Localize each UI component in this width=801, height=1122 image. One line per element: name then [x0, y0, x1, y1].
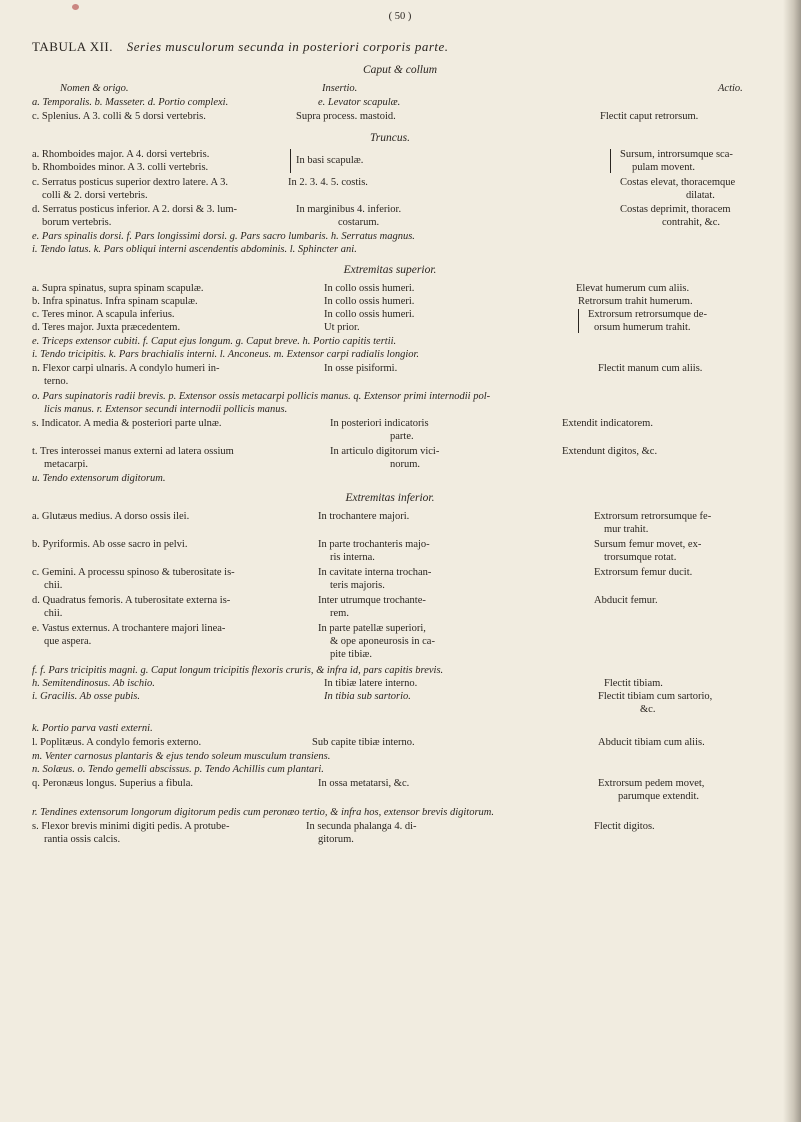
- ext-inf-s-insertio-1: In secunda phalanga 4. di-: [306, 821, 417, 832]
- ext-inf-a-insertio: In trochantere majori.: [318, 511, 410, 522]
- ext-sup-b-actio: Retrorsum trahit humerum.: [578, 296, 693, 307]
- ext-sup-n-actio: Flectit manum cum aliis.: [598, 363, 703, 374]
- truncus-d-1: d. Serratus posticus inferior. A 2. dorsi & 3. lum-: [32, 204, 238, 215]
- ext-inf-b: b. Pyriformis. Ab osse sacro in pelvi.: [32, 539, 188, 550]
- ext-inf-d-2: chii.: [44, 608, 63, 619]
- ext-inf-h-actio: Flectit tibiam.: [604, 678, 663, 689]
- ext-inf-s-actio: Flectit digitos.: [594, 821, 655, 832]
- ext-sup-d-insertio: Ut prior.: [324, 322, 360, 333]
- ext-sup-c-insertio: In collo ossis humeri.: [324, 309, 415, 320]
- ext-sup-s-insertio-2: parte.: [390, 431, 414, 442]
- red-stain: [72, 4, 79, 10]
- ext-inf-i-actio-2: &c.: [640, 704, 656, 715]
- ext-inf-e-1: e. Vastus externus. A trochantere majori linea-: [32, 623, 226, 634]
- header-origo: Nomen & origo.: [60, 83, 129, 94]
- ext-inf-a-actio-1: Extrorsum retrorsumque fe-: [594, 511, 712, 522]
- ext-inf-e-2: que aspera.: [44, 636, 92, 647]
- ext-inf-l-actio: Abducit tibiam cum aliis.: [598, 737, 705, 748]
- ext-sup-a-insertio: In collo ossis humeri.: [324, 283, 415, 294]
- ext-sup-t-2: metacarpi.: [44, 459, 89, 470]
- caput-row-1-insertio: e. Levator scapulæ.: [318, 97, 401, 108]
- ext-inf-i: i. Gracilis. Ab osse pubis.: [32, 691, 141, 702]
- ext-sup-t-insertio-1: In articulo digitorum vici-: [330, 446, 440, 457]
- truncus-b: b. Rhomboides minor. A 3. colli vertebris.: [32, 162, 209, 173]
- ext-sup-o-2: licis manus. r. Extensor secundi internodii pollicis manus.: [44, 404, 288, 415]
- ext-sup-c-actio: Extrorsum retrorsumque de-: [588, 309, 707, 320]
- tabula-label: TABULA XII.: [32, 39, 114, 54]
- ext-sup-t-insertio-2: norum.: [390, 459, 421, 470]
- ext-inf-h: h. Semitendinosus. Ab ischio.: [32, 678, 155, 689]
- ext-inf-i-actio-1: Flectit tibiam cum sartorio,: [598, 691, 713, 702]
- ext-inf-i-insertio: In tibia sub sartorio.: [324, 691, 411, 702]
- ext-inf-s-2: rantia ossis calcis.: [44, 834, 121, 845]
- ext-inf-r: r. Tendines extensorum longorum digitorum pedis cum peronæo tertio, & infra hos, extensor brevis digitorum.: [32, 807, 494, 818]
- ext-inf-a-actio-2: mur trahit.: [604, 524, 649, 535]
- ext-inf-header: Extremitas inferior.: [345, 492, 435, 504]
- ext-inf-s-insertio-2: gitorum.: [318, 834, 354, 845]
- bracket-cd: [578, 309, 583, 333]
- page-binding-shadow: [783, 0, 801, 1122]
- ext-inf-m: m. Venter carnosus plantaris & ejus tendo soleum musculum transiens.: [32, 751, 331, 762]
- bracket-left-ab: [286, 149, 291, 173]
- truncus-c-insertio: In 2. 3. 4. 5. costis.: [288, 177, 368, 188]
- ext-sup-e: e. Triceps extensor cubiti. f. Caput ejus longum. g. Caput breve. h. Portio capitis tertii.: [32, 336, 397, 347]
- ext-sup-s-insertio-1: In posteriori indicatoris: [330, 418, 429, 429]
- ext-inf-f: f. f. Pars tricipitis magni. g. Caput longum tricipitis flexoris cruris, & infra id, pars capitis brevis.: [32, 665, 444, 676]
- ext-inf-c-insertio-1: In cavitate interna trochan-: [318, 567, 432, 578]
- table-title: [32, 40, 449, 53]
- ext-sup-n-2: terno.: [44, 376, 69, 387]
- ext-sup-d-actio: orsum humerum trahit.: [594, 322, 691, 333]
- truncus-ab-actio-1: Sursum, introrsumque sca-: [620, 149, 733, 160]
- ext-inf-n: n. Solæus. o. Tendo gemelli abscissus. p. Tendo Achillis cum plantari.: [32, 764, 324, 775]
- caput-row-1: a. Temporalis. b. Masseter. d. Portio complexi.: [32, 97, 229, 108]
- ext-sup-s-actio: Extendit indicatorem.: [562, 418, 653, 429]
- ext-inf-e-insertio-2: & ope aponeurosis in ca-: [330, 636, 435, 647]
- ext-inf-h-insertio: In tibiæ latere interno.: [324, 678, 418, 689]
- ext-sup-t-1: t. Tres interossei manus externi ad latera ossium: [32, 446, 234, 457]
- ext-sup-a: a. Supra spinatus, supra spinam scapulæ.: [32, 283, 204, 294]
- truncus-c-2: colli & 2. dorsi vertebris.: [42, 190, 148, 201]
- ext-sup-b-insertio: In collo ossis humeri.: [324, 296, 415, 307]
- truncus-d-actio-2: contrahit, &c.: [662, 217, 721, 228]
- ext-inf-c-1: c. Gemini. A processu spinoso & tuberositate is-: [32, 567, 235, 578]
- truncus-c-actio-2: dilatat.: [686, 190, 715, 201]
- ext-inf-d-1: d. Quadratus femoris. A tuberositate externa is-: [32, 595, 231, 606]
- truncus-ab-actio-2: pulam movent.: [632, 162, 695, 173]
- truncus-d-insertio-2: costarum.: [338, 217, 380, 228]
- ext-inf-b-insertio-2: ris interna.: [330, 552, 375, 563]
- truncus-ab-insertio: In basi scapulæ.: [296, 155, 364, 166]
- ext-inf-q-insertio: In ossa metatarsi, &c.: [318, 778, 410, 789]
- ext-sup-i: i. Tendo tricipitis. k. Pars brachialis interni. l. Anconeus. m. Extensor carpi radialis longior.: [32, 349, 420, 360]
- ext-inf-e-insertio-3: pite tibiæ.: [330, 649, 372, 660]
- page-number: ( 50 ): [388, 11, 412, 22]
- header-actio: Actio.: [718, 83, 743, 94]
- ext-sup-n-1: n. Flexor carpi ulnaris. A condylo humeri in-: [32, 363, 220, 374]
- ext-inf-b-actio-1: Sursum femur movet, ex-: [594, 539, 702, 550]
- ext-inf-l-insertio: Sub capite tibiæ interno.: [312, 737, 415, 748]
- ext-sup-b: b. Infra spinatus. Infra spinam scapulæ.: [32, 296, 198, 307]
- header-insertio: Insertio.: [322, 83, 358, 94]
- truncus-c-actio-1: Costas elevat, thoracemque: [620, 177, 736, 188]
- truncus-d-insertio-1: In marginibus 4. inferior.: [296, 204, 402, 215]
- truncus-d-actio-1: Costas deprimit, thoracem: [620, 204, 731, 215]
- ext-sup-o-1: o. Pars supinatoris radii brevis. p. Extensor ossis metacarpi pollicis manus. q. Extensor primi internodii pol-: [32, 391, 491, 402]
- truncus-i: i. Tendo latus. k. Pars obliqui interni ascendentis abdominis. l. Sphincter ani.: [32, 244, 357, 255]
- ext-inf-e-insertio-1: In parte patellæ superiori,: [318, 623, 426, 634]
- bracket-right-ab: [610, 149, 615, 173]
- ext-inf-q-actio-2: parumque extendit.: [618, 791, 700, 802]
- ext-sup-n-insertio: In osse pisiformi.: [324, 363, 398, 374]
- ext-inf-c-2: chii.: [44, 580, 63, 591]
- ext-inf-l: l. Poplitæus. A condylo femoris externo.: [32, 737, 202, 748]
- truncus-d-2: borum vertebris.: [42, 217, 112, 228]
- ext-inf-d-insertio-1: Inter utrumque trochante-: [318, 595, 426, 606]
- ext-inf-q: q. Peronæus longus. Superius a fibula.: [32, 778, 193, 789]
- ext-sup-header: Extremitas superior.: [343, 264, 437, 276]
- ext-sup-d: d. Teres major. Juxta præcedentem.: [32, 322, 181, 333]
- ext-sup-a-actio: Elevat humerum cum aliis.: [576, 283, 690, 294]
- ext-inf-c-actio: Extrorsum femur ducit.: [594, 567, 693, 578]
- ext-inf-b-insertio-1: In parte trochanteris majo-: [318, 539, 430, 550]
- truncus-header: Truncus.: [370, 132, 410, 144]
- caput-row-2-insertio: Supra process. mastoid.: [296, 111, 396, 122]
- ext-sup-t-actio: Extendunt digitos, &c.: [562, 446, 658, 457]
- ext-inf-q-actio-1: Extrorsum pedem movet,: [598, 778, 705, 789]
- ext-sup-c: c. Teres minor. A scapula inferius.: [32, 309, 175, 320]
- ext-inf-d-actio: Abducit femur.: [594, 595, 658, 606]
- truncus-c-1: c. Serratus posticus superior dextro latere. A 3.: [32, 177, 228, 188]
- caput-row-2: c. Splenius. A 3. colli & 5 dorsi vertebris.: [32, 111, 206, 122]
- truncus-e: e. Pars spinalis dorsi. f. Pars longissimi dorsi. g. Pars sacro lumbaris. h. Serratus magnus.: [32, 231, 415, 242]
- caput-header: Caput & collum: [362, 64, 438, 76]
- ext-sup-u: u. Tendo extensorum digitorum.: [32, 473, 166, 484]
- truncus-a: a. Rhomboides major. A 4. dorsi vertebris.: [32, 149, 210, 160]
- series-label: Series musculorum secunda in posteriori corporis parte.: [126, 39, 449, 54]
- ext-inf-d-insertio-2: rem.: [330, 608, 349, 619]
- ext-inf-c-insertio-2: teris majoris.: [330, 580, 385, 591]
- ext-inf-s-1: s. Flexor brevis minimi digiti pedis. A protube-: [32, 821, 230, 832]
- ext-inf-b-actio-2: trorsumque rotat.: [604, 552, 677, 563]
- ext-inf-k: k. Portio parva vasti externi.: [32, 723, 153, 734]
- caput-row-2-actio: Flectit caput retrorsum.: [600, 111, 699, 122]
- ext-sup-s: s. Indicator. A media & posteriori parte ulnæ.: [32, 418, 222, 429]
- ext-inf-a: a. Glutæus medius. A dorso ossis ilei.: [32, 511, 190, 522]
